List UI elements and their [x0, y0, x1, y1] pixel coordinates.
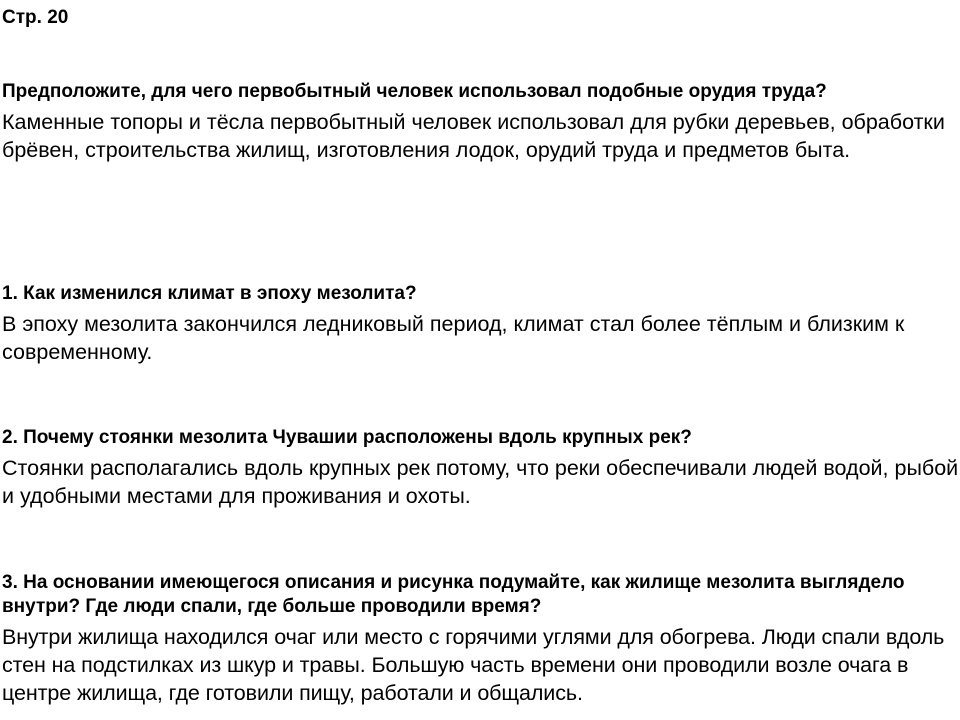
answer-text: Внутри жилища находился очаг или место с горячими углями для обогрева. Люди спали вдоль стен на подстилках из шкур и травы. Большую часть времени они проводили возле очага в центре жилища, где готовили пищу, работали и общались. — [2, 625, 945, 705]
question-text: 3. На основании имеющегося описания и рисунка подумайте, как жилище мезолита выглядело внутри? Где люди спали, где больше проводили время? — [2, 572, 905, 617]
question-text: 1. Как изменился климат в эпоху мезолита? — [2, 283, 417, 304]
answer-text: Каменные топоры и тёсла первобытный человек использовал для рубки деревьев, обработки брёвен, строительства жилищ, изготовления лодок, орудий труда и предметов быта. — [2, 110, 945, 162]
question-text: Предположите, для чего первобытный человек использовал подобные орудия труда? — [2, 81, 827, 102]
answer-text: Стоянки располагались вдоль крупных рек потому, что реки обеспечивали людей водой, рыбой и удобными местами для проживания и охоты. — [2, 456, 959, 508]
answer-text: В эпоху мезолита закончился ледниковый период, климат стал более тёплым и близким к современному. — [2, 312, 905, 364]
qa-block-1 — [2, 282, 960, 366]
qa-block-2 — [2, 426, 960, 510]
qa-block-intro — [2, 80, 960, 164]
question-text: 2. Почему стоянки мезолита Чувашии расположены вдоль крупных рек? — [2, 427, 692, 448]
page-number-heading: Стр. 20 — [2, 7, 69, 28]
qa-block-3 — [2, 571, 960, 707]
